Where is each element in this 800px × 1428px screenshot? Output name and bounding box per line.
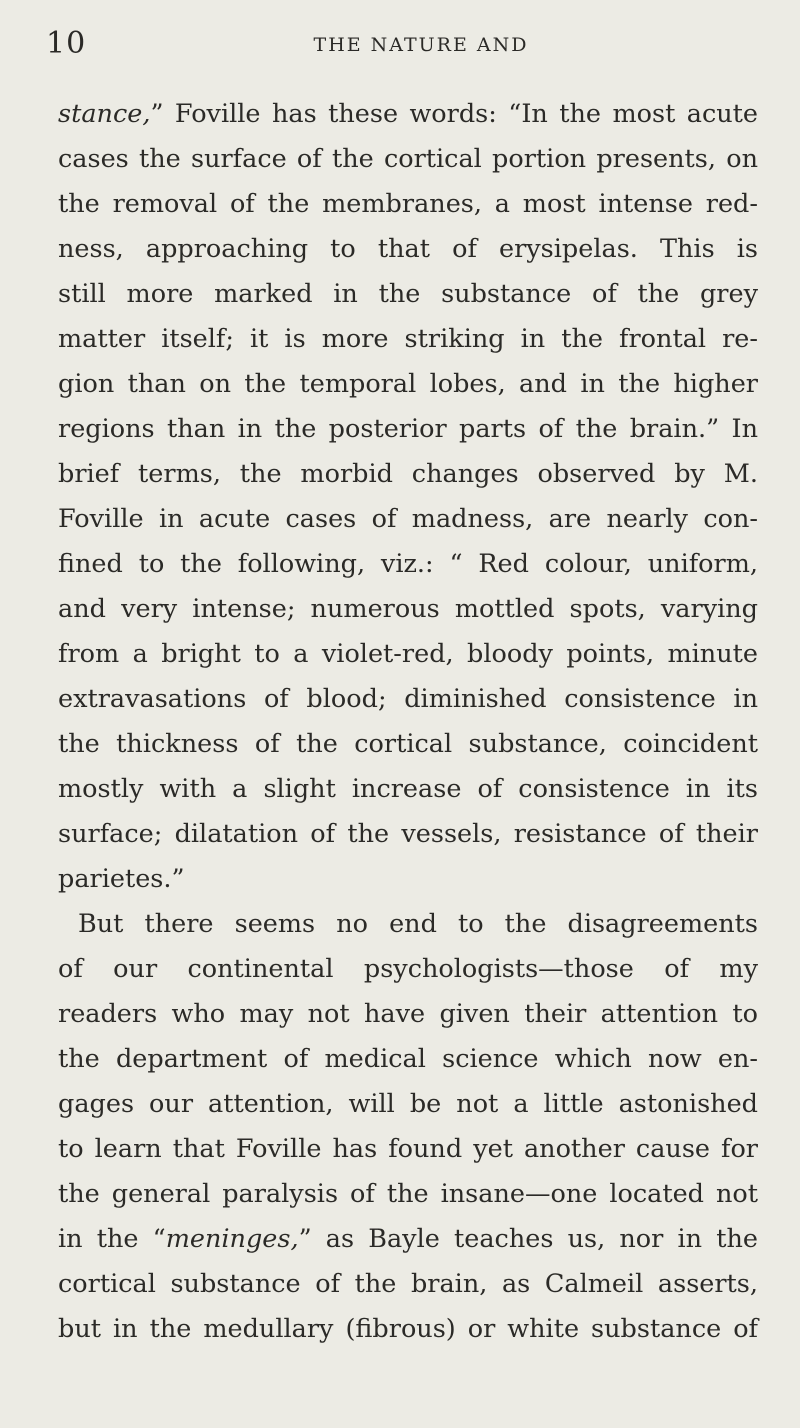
text-run: But there seems no end to the disagreements [78,909,758,939]
text-line [58,137,758,182]
text-run: the removal of the membranes, a most intense red- [58,189,758,219]
text-run: extravasations of blood; diminished consistence in [58,684,758,714]
text-line [58,722,758,767]
italic-text: meninges, [165,1224,299,1254]
text-line [58,902,758,947]
body-text [58,92,758,1352]
text-line [58,317,758,362]
text-line [58,227,758,272]
text-run: parietes.” [58,864,185,894]
page-header [46,26,756,76]
text-line [58,587,758,632]
text-line [58,1307,758,1352]
text-run: the thickness of the cortical substance, coincident [58,729,758,759]
text-run: ness, approaching to that of erysipelas. This is [58,234,758,264]
text-run: gages our attention, will be not a little astonished [58,1089,758,1119]
text-run: but in the medullary (fibrous) or white substance of [58,1314,758,1344]
text-line [58,542,758,587]
text-line [58,1082,758,1127]
text-line [58,1262,758,1307]
text-run: Foville in acute cases of madness, are nearly con- [58,504,758,534]
italic-text: stance, [58,99,151,129]
text-run: readers who may not have given their attention to [58,999,758,1029]
text-line [58,407,758,452]
text-run: the department of medical science which now en- [58,1044,758,1074]
text-run: fined to the following, viz.: “ Red colour, uniform, [58,549,758,579]
text-line [58,632,758,677]
text-line [58,362,758,407]
text-line [58,947,758,992]
text-run: gion than on the temporal lobes, and in the higher [58,369,758,399]
text-run: mostly with a slight increase of consistence in its [58,774,758,804]
text-run: surface; dilatation of the vessels, resistance of their [58,819,758,849]
text-line [58,677,758,722]
text-run: and very intense; numerous mottled spots, varying [58,594,758,624]
text-run: cases the surface of the cortical portion presents, on [58,144,758,174]
text-line [58,272,758,317]
text-run: brief terms, the morbid changes observed by M. [58,459,758,489]
text-line [58,767,758,812]
text-line [58,182,758,227]
page-number: 10 [46,26,87,61]
text-line [58,1172,758,1217]
text-run: ” Foville has these words: “In the most acute [150,99,758,129]
text-run: in the “ [58,1224,166,1254]
text-line [58,452,758,497]
text-run: matter itself; it is more striking in the frontal re- [58,324,758,354]
text-run: ” as Bayle teaches us, nor in the [298,1224,758,1254]
text-line [58,1217,758,1262]
text-line [58,92,758,137]
text-line [58,857,758,902]
text-run: still more marked in the substance of the grey [58,279,758,309]
text-run: from a bright to a violet-red, bloody points, minute [58,639,758,669]
text-line [58,1037,758,1082]
text-line [58,812,758,857]
text-run: to learn that Foville has found yet another cause for [58,1134,758,1164]
text-line [58,497,758,542]
text-run: cortical substance of the brain, as Calmeil asserts, [58,1269,758,1299]
text-run: regions than in the posterior parts of the brain.” In [58,414,758,444]
running-title: THE NATURE AND [313,34,529,56]
text-line [58,1127,758,1172]
text-run: of our continental psychologists—those of my [58,954,758,984]
text-run: the general paralysis of the insane—one located not [58,1179,758,1209]
text-line [58,992,758,1037]
